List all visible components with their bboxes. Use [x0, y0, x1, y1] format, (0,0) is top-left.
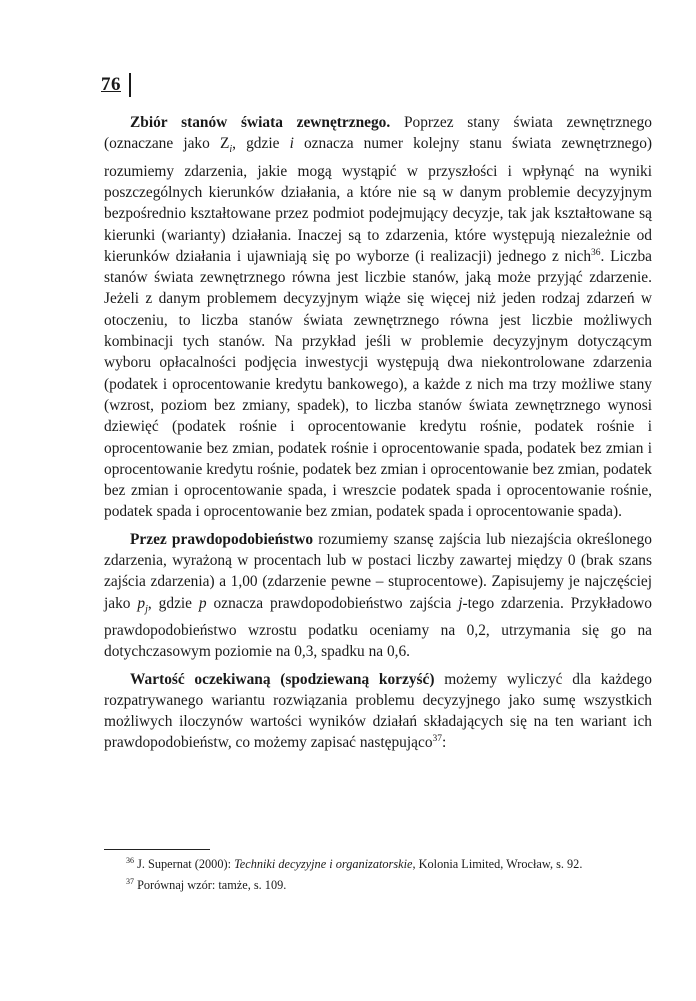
footnote-ref-36: 36 [591, 247, 601, 258]
footnote-separator [104, 849, 210, 850]
body-text [104, 112, 652, 760]
paragraph-states-of-world: Zbiór stanów świata zewnętrznego. Poprzez stany świata zewnętrznego (oznaczane jako $Z_i$, gdzie i oznacza numer kolejny stanu świata zewnętrznego) rozumiemy zdarzenia, jakie mogą wystąpić w przyszłości i wpłynąć na wyniki poszczególnych kierunków działania, a które nie są w danym problemie decyzyjnym bezpośrednio kształtowane przez podmiot podejmujący decyzje, tak jak kształtowane są kierunki (warianty) działania. Inaczej są to zdarzenia, które występują niezależnie od kierunków działania i ujawniają się po wyborze (i realizacji) jednego z nich$^{36}$. Liczba stanów świata zewnętrznego równa jest liczbie stanów, jaką może przyjąć zdarzenie. Jeżeli z danym problemem decyzyjnym wiąże się więcej niż jeden rodzaj zdarzeń w otoczeniu, to liczba stanów świata zewnętrznego równa jest liczbie możliwych kombinacji tych stanów. Na przykład jeśli w problemie decyzyjnym dotyczącym wyboru opłacalności podjęcia inwestycji występują dwa niekontrolowane zdarzenia (podatek i oprocentowanie kredytu bankowego), a każde z nich ma trzy możliwe stany (wzrost, poziom bez zmiany, spadek), to liczba stanów świata zewnętrznego wynosi dziewięć (podatek rośnie i oprocentowanie kredytu rośnie, podatek rośnie i oprocentowanie bez zmian, podatek rośnie i oprocentowanie spada, podatek bez zmian i oprocentowanie kredytu rośnie, podatek bez zmian i oprocentowanie bez zmian, podatek bez zmian i oprocentowanie spada, i wreszcie podatek spada i oprocentowanie rośnie, podatek spada i oprocentowanie bez zmian, podatek spada i oprocentowanie spada). [104, 114, 653, 521]
page-number: 76 [101, 74, 121, 95]
footnote-ref-37: 37 [432, 734, 443, 745]
footnote-36: $^{36}$ J. Supernat (2000): Techniki decyzyjne i organizatorskie, Kolonia Limited, Wrocław, s. 92. [126, 855, 583, 871]
paragraph-probability: Przez prawdopodobieństwo rozumiemy szansę zajścia lub niezajścia określonego zdarzenia, wyrażoną w procentach lub w postaci liczby zawartej między 0 (brak szans zajścia zdarzenia) a 1,00 (zdarzenie pewne – stuprocentowe). Zapisujemy je najczęściej jako $p_j$, gdzie p oznacza prawdopodobieństwo zajścia j-tego zdarzenia. Przykładowo prawdopodobieństwo wzrostu podatku oceniamy na 0,2, utrzymania się go na dotychczasowym poziomie na 0,3, spadku na 0,6. [104, 530, 652, 661]
page-number-rule [129, 73, 131, 97]
term-states-of-world: Zbiór stanów świata zewnętrznego. [130, 114, 391, 131]
footnote-book-title: Techniki decyzyjne i organizatorskie [234, 857, 413, 871]
term-expected-value: Wartość oczekiwaną (spodziewaną korzyść) [130, 670, 435, 688]
term-probability: Przez prawdopodobieństwo [130, 530, 314, 548]
paragraph-expected-value: Wartość oczekiwaną (spodziewaną korzyść) możemy wyliczyć dla każdego rozpatrywanego wariantu rozwiązania problemu decyzyjnego jako sumę wszystkich możliwych iloczynów wartości wyników działań składających się na ten wariant ich prawdopodobieństw, co możemy zapisać następująco$^{37}$: [104, 670, 652, 752]
footnote-37: $^{37}$ Porównaj wzór: tamże, s. 109. [126, 876, 287, 892]
footnotes [104, 856, 652, 898]
